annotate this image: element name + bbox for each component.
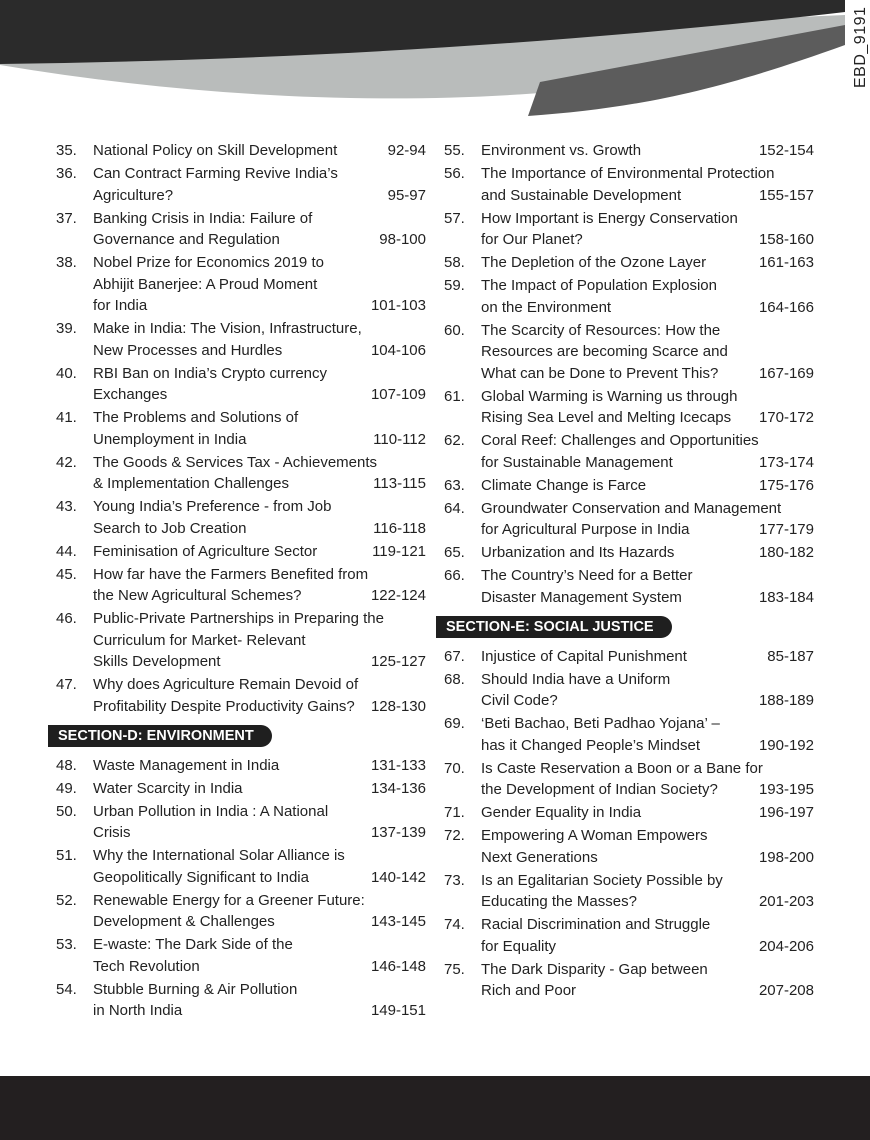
- toc-entry: [56, 318, 426, 361]
- toc-entry: [444, 163, 814, 206]
- entry-title-line: Renewable Energy for a Greener Future:: [93, 891, 365, 909]
- entry-number: 51.: [56, 847, 77, 864]
- entry-pages: 158-160: [753, 229, 814, 251]
- toc-entry: [56, 674, 426, 717]
- toc-section-d-list: [56, 755, 426, 1022]
- entry-number: 66.: [444, 567, 465, 584]
- entry-pages: 149-151: [365, 1000, 426, 1022]
- entry-title-line: Global Warming is Warning us through: [481, 387, 738, 405]
- header-banner: [0, 0, 870, 130]
- entry-number: 58.: [444, 254, 465, 271]
- entry-title-line: RBI Ban on India’s Crypto currency: [93, 364, 328, 382]
- toc-right-list: [444, 140, 814, 608]
- toc-entry: [444, 802, 814, 824]
- entry-title-line: How far have the Farmers Benefited from: [93, 565, 369, 583]
- entry-title-line: How Important is Energy Conservation: [481, 209, 738, 227]
- entry-number: 67.: [444, 647, 465, 665]
- toc-entry: [444, 542, 814, 564]
- entry-title-line: Groundwater Conservation and Management: [481, 499, 782, 517]
- entry-number: 39.: [56, 320, 77, 337]
- entry-title-line: for Our Planet?: [481, 231, 583, 248]
- entry-title-line: Feminisation of Agriculture Sector: [93, 542, 318, 560]
- entry-title-line: Civil Code?: [481, 692, 558, 709]
- entry-number: 37.: [56, 209, 77, 227]
- entry-title-line: Disaster Management System: [481, 588, 682, 606]
- entry-title-line: Young India’s Preference - from Job: [93, 498, 332, 515]
- entry-number: 54.: [56, 980, 77, 998]
- entry-pages: 143-145: [365, 911, 426, 933]
- entry-pages: 92-94: [382, 140, 426, 162]
- toc-left-list: [56, 140, 426, 717]
- entry-title-line: Abhijit Banerjee: A Proud Moment: [93, 275, 318, 293]
- entry-title-line: Stubble Burning & Air Pollution: [93, 980, 298, 998]
- entry-title-line: New Processes and Hurdles: [93, 341, 283, 359]
- entry-number: 42.: [56, 453, 77, 471]
- entry-number: 63.: [444, 476, 465, 494]
- toc-entry: [56, 890, 426, 933]
- entry-title-line: Agriculture?: [93, 186, 174, 204]
- toc-right-column: [444, 140, 814, 1003]
- entry-pages: 207-208: [753, 980, 814, 1002]
- entry-number: 44.: [56, 542, 77, 560]
- entry-number: 62.: [444, 432, 465, 449]
- entry-title-line: Urban Pollution in India : A National: [93, 802, 329, 820]
- toc-entry: [56, 163, 426, 206]
- entry-title-line: & Implementation Challenges: [93, 475, 289, 492]
- toc-entry: [444, 669, 814, 712]
- entry-title-line: Public-Private Partnerships in Preparing the: [93, 610, 384, 627]
- entry-number: 64.: [444, 499, 465, 517]
- toc-entry: [444, 713, 814, 756]
- entry-title-line: Climate Change is Farce: [481, 476, 647, 494]
- toc-entry: [444, 475, 814, 497]
- toc-entry: [56, 140, 426, 162]
- entry-number: 56.: [444, 165, 465, 182]
- entry-title-line: The Country’s Need for a Better: [481, 567, 693, 584]
- entry-pages: 175-176: [753, 475, 814, 497]
- toc-entry: [444, 320, 814, 385]
- entry-title-line: for Equality: [481, 937, 557, 955]
- entry-title-line: Rising Sea Level and Melting Icecaps: [481, 409, 732, 426]
- entry-pages: 196-197: [753, 802, 814, 824]
- entry-title-line: for Sustainable Management: [481, 453, 673, 471]
- entry-number: 70.: [444, 759, 465, 777]
- entry-title-line: for India: [93, 297, 148, 314]
- entry-title-line: Tech Revolution: [93, 957, 200, 975]
- entry-number: 59.: [444, 277, 465, 294]
- toc-entry: [56, 541, 426, 563]
- entry-title-line: Can Contract Farming Revive India’s: [93, 165, 338, 182]
- entry-title-line: Empowering A Woman Empowers: [481, 827, 708, 844]
- entry-number: 38.: [56, 254, 77, 271]
- entry-number: 45.: [56, 565, 77, 583]
- entry-pages: 98-100: [373, 229, 426, 251]
- entry-title-line: Curriculum for Market- Relevant: [93, 631, 306, 649]
- toc-entry: [444, 825, 814, 868]
- entry-pages: 170-172: [753, 407, 814, 429]
- entry-title-line: The Depletion of the Ozone Layer: [481, 254, 707, 271]
- entry-title-line: Is an Egalitarian Society Possible by: [481, 871, 723, 889]
- entry-title-line: Profitability Despite Productivity Gains?: [93, 697, 355, 715]
- entry-pages: 122-124: [365, 585, 426, 607]
- entry-number: 55.: [444, 142, 465, 159]
- entry-pages: 167-169: [753, 363, 814, 385]
- entry-number: 57.: [444, 209, 465, 227]
- entry-number: 50.: [56, 802, 77, 820]
- entry-number: 65.: [444, 544, 465, 561]
- entry-title-line: Educating the Masses?: [481, 893, 637, 910]
- toc-entry: [444, 430, 814, 473]
- entry-pages: 177-179: [753, 519, 814, 541]
- entry-title-line: Make in India: The Vision, Infrastructure,: [93, 320, 362, 337]
- entry-pages: 183-184: [753, 587, 814, 609]
- entry-pages: 193-195: [753, 779, 814, 801]
- entry-pages: 164-166: [753, 297, 814, 319]
- entry-pages: 134-136: [365, 778, 426, 800]
- toc-entry: [444, 646, 814, 668]
- toc-entry: [444, 386, 814, 429]
- entry-pages: 140-142: [365, 867, 426, 889]
- section-d-heading: SECTION-D: ENVIRONMENT: [48, 725, 272, 747]
- section-e-heading: SECTION-E: SOCIAL JUSTICE: [436, 616, 672, 638]
- entry-pages: 107-109: [365, 384, 426, 406]
- entry-title-line: Governance and Regulation: [93, 231, 280, 248]
- entry-title-line: Why the International Solar Alliance is: [93, 847, 345, 864]
- entry-title-line: Environment vs. Growth: [481, 142, 642, 159]
- entry-title-line: the New Agricultural Schemes?: [93, 587, 302, 604]
- toc-entry: [56, 452, 426, 495]
- toc-entry: [56, 407, 426, 450]
- entry-title-line: The Goods & Services Tax - Achievements: [93, 453, 378, 471]
- entry-pages: 125-127: [365, 651, 426, 673]
- toc-entry: [444, 914, 814, 957]
- toc-entry: [56, 252, 426, 317]
- entry-number: 68.: [444, 670, 465, 688]
- entry-pages: 85-187: [761, 646, 814, 668]
- entry-title-line: Unemployment in India: [93, 430, 247, 448]
- entry-number: 69.: [444, 715, 465, 732]
- entry-pages: 113-115: [367, 473, 426, 495]
- toc-entry: [56, 608, 426, 673]
- entry-pages: 116-118: [367, 518, 426, 540]
- entry-number: 46.: [56, 610, 77, 627]
- entry-pages: 204-206: [753, 936, 814, 958]
- entry-pages: 146-148: [365, 956, 426, 978]
- entry-pages: 95-97: [382, 185, 426, 207]
- entry-number: 72.: [444, 827, 465, 844]
- toc-section-e-list: [444, 646, 814, 1002]
- toc-entry: [444, 959, 814, 1002]
- entry-title-line: The Scarcity of Resources: How the: [481, 321, 721, 339]
- entry-title-line: has it Changed People’s Mindset: [481, 736, 701, 754]
- entry-title-line: Resources are becoming Scarce and: [481, 343, 728, 360]
- entry-pages: 110-112: [367, 429, 426, 451]
- entry-title-line: The Problems and Solutions of: [93, 409, 299, 426]
- book-code: EBD_9191: [852, 6, 869, 88]
- toc-entry: [444, 498, 814, 541]
- entry-title-line: in North India: [93, 1002, 183, 1019]
- entry-title-line: Injustice of Capital Punishment: [481, 647, 687, 665]
- toc-left-column: [56, 140, 426, 1023]
- entry-title-line: the Development of Indian Society?: [481, 781, 718, 798]
- entry-number: 41.: [56, 409, 77, 426]
- entry-number: 49.: [56, 779, 77, 797]
- entry-number: 48.: [56, 756, 77, 774]
- entry-number: 61.: [444, 387, 465, 405]
- entry-number: 74.: [444, 916, 465, 933]
- entry-pages: 152-154: [753, 140, 814, 162]
- entry-number: 73.: [444, 871, 465, 889]
- entry-title-line: Why does Agriculture Remain Devoid of: [93, 676, 359, 693]
- entry-number: 40.: [56, 364, 77, 382]
- entry-title-line: The Dark Disparity - Gap between: [481, 960, 708, 978]
- entry-number: 60.: [444, 321, 465, 339]
- entry-pages: 104-106: [365, 340, 426, 362]
- entry-title-line: Waste Management in India: [93, 756, 280, 774]
- toc-entry: [444, 252, 814, 274]
- toc-entry: [56, 755, 426, 777]
- entry-title-line: Urbanization and Its Hazards: [481, 544, 675, 561]
- toc-entry: [56, 801, 426, 844]
- entry-number: 47.: [56, 676, 77, 693]
- entry-number: 71.: [444, 804, 465, 821]
- entry-title-line: The Impact of Population Explosion: [481, 277, 717, 294]
- entry-title-line: E-waste: The Dark Side of the: [93, 936, 293, 953]
- entry-pages: 137-139: [365, 822, 426, 844]
- toc-entry: [444, 870, 814, 913]
- entry-title-line: Should India have a Uniform: [481, 670, 671, 688]
- entry-title-line: Geopolitically Significant to India: [93, 868, 309, 886]
- entry-pages: 131-133: [365, 755, 426, 777]
- entry-title-line: Next Generations: [481, 848, 598, 866]
- entry-title-line: Gender Equality in India: [481, 804, 642, 821]
- entry-number: 75.: [444, 960, 465, 978]
- entry-pages: 161-163: [753, 252, 814, 274]
- toc-entry: [444, 275, 814, 318]
- toc-entry: [56, 363, 426, 406]
- entry-title-line: What can be Done to Prevent This?: [481, 364, 719, 382]
- entry-title-line: Is Caste Reservation a Boon or a Bane for: [481, 759, 763, 777]
- entry-number: 36.: [56, 165, 77, 182]
- entry-pages: 173-174: [753, 452, 814, 474]
- toc-entry: [56, 979, 426, 1022]
- entry-title-line: Nobel Prize for Economics 2019 to: [93, 254, 324, 271]
- entry-pages: 188-189: [753, 690, 814, 712]
- toc-entry: [56, 208, 426, 251]
- entry-pages: 119-121: [366, 541, 426, 563]
- entry-title-line: Crisis: [93, 824, 131, 841]
- entry-number: 35.: [56, 142, 77, 159]
- entry-title-line: for Agricultural Purpose in India: [481, 521, 690, 538]
- entry-pages: 128-130: [365, 696, 426, 718]
- entry-pages: 198-200: [753, 847, 814, 869]
- toc-entry: [56, 845, 426, 888]
- entry-title-line: Water Scarcity in India: [93, 779, 243, 797]
- entry-title-line: and Sustainable Development: [481, 186, 682, 204]
- entry-number: 53.: [56, 936, 77, 953]
- toc-entry: [444, 565, 814, 608]
- entry-title-line: Skills Development: [93, 653, 221, 670]
- entry-number: 52.: [56, 891, 77, 909]
- footer-bar: [0, 1076, 870, 1140]
- entry-pages: 190-192: [753, 735, 814, 757]
- entry-title-line: Development & Challenges: [93, 913, 275, 930]
- entry-title-line: The Importance of Environmental Protection: [481, 165, 775, 182]
- toc-entry: [56, 564, 426, 607]
- entry-title-line: Search to Job Creation: [93, 519, 247, 537]
- toc-entry: [56, 496, 426, 539]
- entry-title-line: ‘Beti Bachao, Beti Padhao Yojana’ –: [481, 715, 720, 732]
- entry-title-line: Exchanges: [93, 386, 168, 403]
- toc-entry: [56, 778, 426, 800]
- entry-title-line: National Policy on Skill Development: [93, 142, 338, 159]
- toc-entry: [444, 208, 814, 251]
- toc-entry: [56, 934, 426, 977]
- entry-title-line: Rich and Poor: [481, 982, 577, 999]
- entry-title-line: Banking Crisis in India: Failure of: [93, 209, 313, 227]
- entry-title-line: Racial Discrimination and Struggle: [481, 916, 711, 933]
- entry-pages: 180-182: [753, 542, 814, 564]
- entry-pages: 201-203: [753, 891, 814, 913]
- entry-pages: 155-157: [753, 185, 814, 207]
- entry-pages: 101-103: [365, 295, 426, 317]
- toc-entry: [444, 140, 814, 162]
- entry-title-line: on the Environment: [481, 298, 612, 316]
- toc-entry: [444, 758, 814, 801]
- entry-number: 43.: [56, 498, 77, 515]
- entry-title-line: Coral Reef: Challenges and Opportunities: [481, 432, 759, 449]
